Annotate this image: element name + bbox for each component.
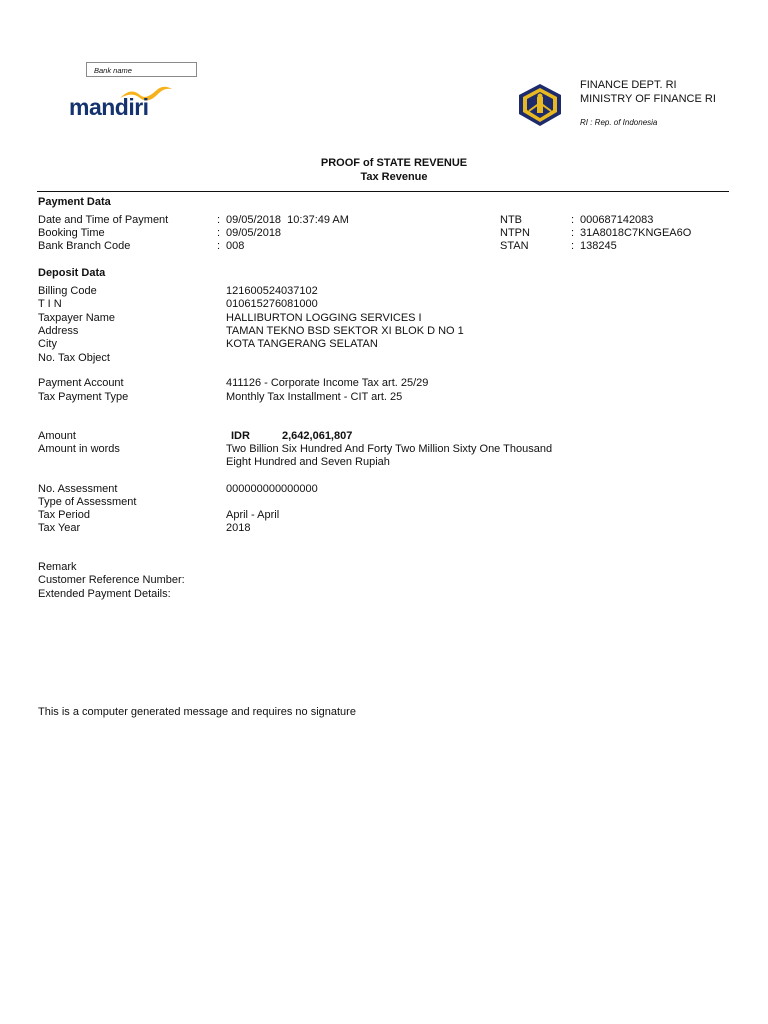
billing-code-label: Billing Code (38, 285, 97, 297)
document-subtitle: Tax Revenue (360, 171, 428, 183)
header-divider (37, 191, 729, 192)
tax-period-label: Tax Period (38, 509, 90, 521)
mandiri-logo: mandiri (69, 94, 149, 120)
payment-data-heading: Payment Data (38, 196, 111, 208)
amount-label: Amount (38, 430, 76, 442)
ntb-value: 000687142083 (580, 214, 654, 226)
tin-value: 010615276081000 (226, 298, 318, 310)
amount-words-line2: Eight Hundred and Seven Rupiah (226, 456, 390, 468)
address-label: Address (38, 325, 79, 337)
currency-value: IDR (231, 430, 250, 442)
remark-label: Remark (38, 561, 77, 573)
bank-branch-code: 008 (226, 240, 245, 252)
tin-label: T I N (38, 298, 62, 310)
bank-name-box: Bank name (86, 62, 197, 77)
ntpn-value: 31A8018C7KNGEA6O (580, 227, 692, 239)
footer-note: This is a computer generated message and requires no signature (38, 706, 356, 718)
tax-payment-type-value: Monthly Tax Installment - CIT art. 25 (226, 391, 403, 403)
tax-object-label: No. Tax Object (38, 352, 110, 364)
tax-period-value: April - April (226, 509, 280, 521)
stan-value: 138245 (580, 240, 617, 252)
tax-year-value: 2018 (226, 522, 251, 534)
taxpayer-name-value: HALLIBURTON LOGGING SERVICES I (226, 312, 422, 324)
taxpayer-name-label: Taxpayer Name (38, 312, 116, 324)
finance-dept-label: FINANCE DEPT. RI (580, 79, 677, 91)
extended-payment-label: Extended Payment Details: (38, 588, 171, 600)
billing-code-value: 121600524037102 (226, 285, 318, 297)
rep-note: RI : Rep. of Indonesia (580, 118, 658, 127)
colon: : (571, 240, 575, 252)
address-value: TAMAN TEKNO BSD SEKTOR XI BLOK D NO 1 (226, 325, 464, 337)
payment-account-value: 411126 - Corporate Income Tax art. 25/29 (226, 377, 429, 389)
city-value: KOTA TANGERANG SELATAN (226, 338, 378, 350)
colon: : (217, 240, 221, 252)
payment-label: Date and Time of Payment (38, 214, 169, 226)
colon: : (217, 214, 221, 226)
payment-label: STAN (500, 240, 529, 252)
payment-label: NTPN (500, 227, 530, 239)
colon: : (217, 227, 221, 239)
amount-words-line1: Two Billion Six Hundred And Forty Two Million Sixty One Thousand (226, 443, 553, 455)
assessment-no-label: No. Assessment (38, 483, 118, 495)
colon: : (571, 214, 575, 226)
tax-payment-type-label: Tax Payment Type (38, 391, 129, 403)
tax-year-label: Tax Year (38, 522, 81, 534)
payment-label: Booking Time (38, 227, 105, 239)
payment-label: NTB (500, 214, 522, 226)
city-label: City (38, 338, 57, 350)
amount-value: 2,642,061,807 (282, 430, 353, 442)
assessment-no-value: 000000000000000 (226, 483, 318, 495)
payment-account-label: Payment Account (38, 377, 124, 389)
assessment-type-label: Type of Assessment (38, 496, 137, 508)
payment-date-time: 09/05/2018 10:37:49 AM (226, 214, 349, 226)
customer-reference-label: Customer Reference Number: (38, 574, 185, 586)
amount-words-label: Amount in words (38, 443, 120, 455)
colon: : (571, 227, 575, 239)
ministry-label: MINISTRY OF FINANCE RI (580, 93, 716, 105)
document-title: PROOF of STATE REVENUE (320, 157, 468, 169)
deposit-data-heading: Deposit Data (38, 267, 106, 279)
booking-time: 09/05/2018 (226, 227, 282, 239)
ministry-emblem-icon (516, 83, 564, 127)
payment-label: Bank Branch Code (38, 240, 131, 252)
